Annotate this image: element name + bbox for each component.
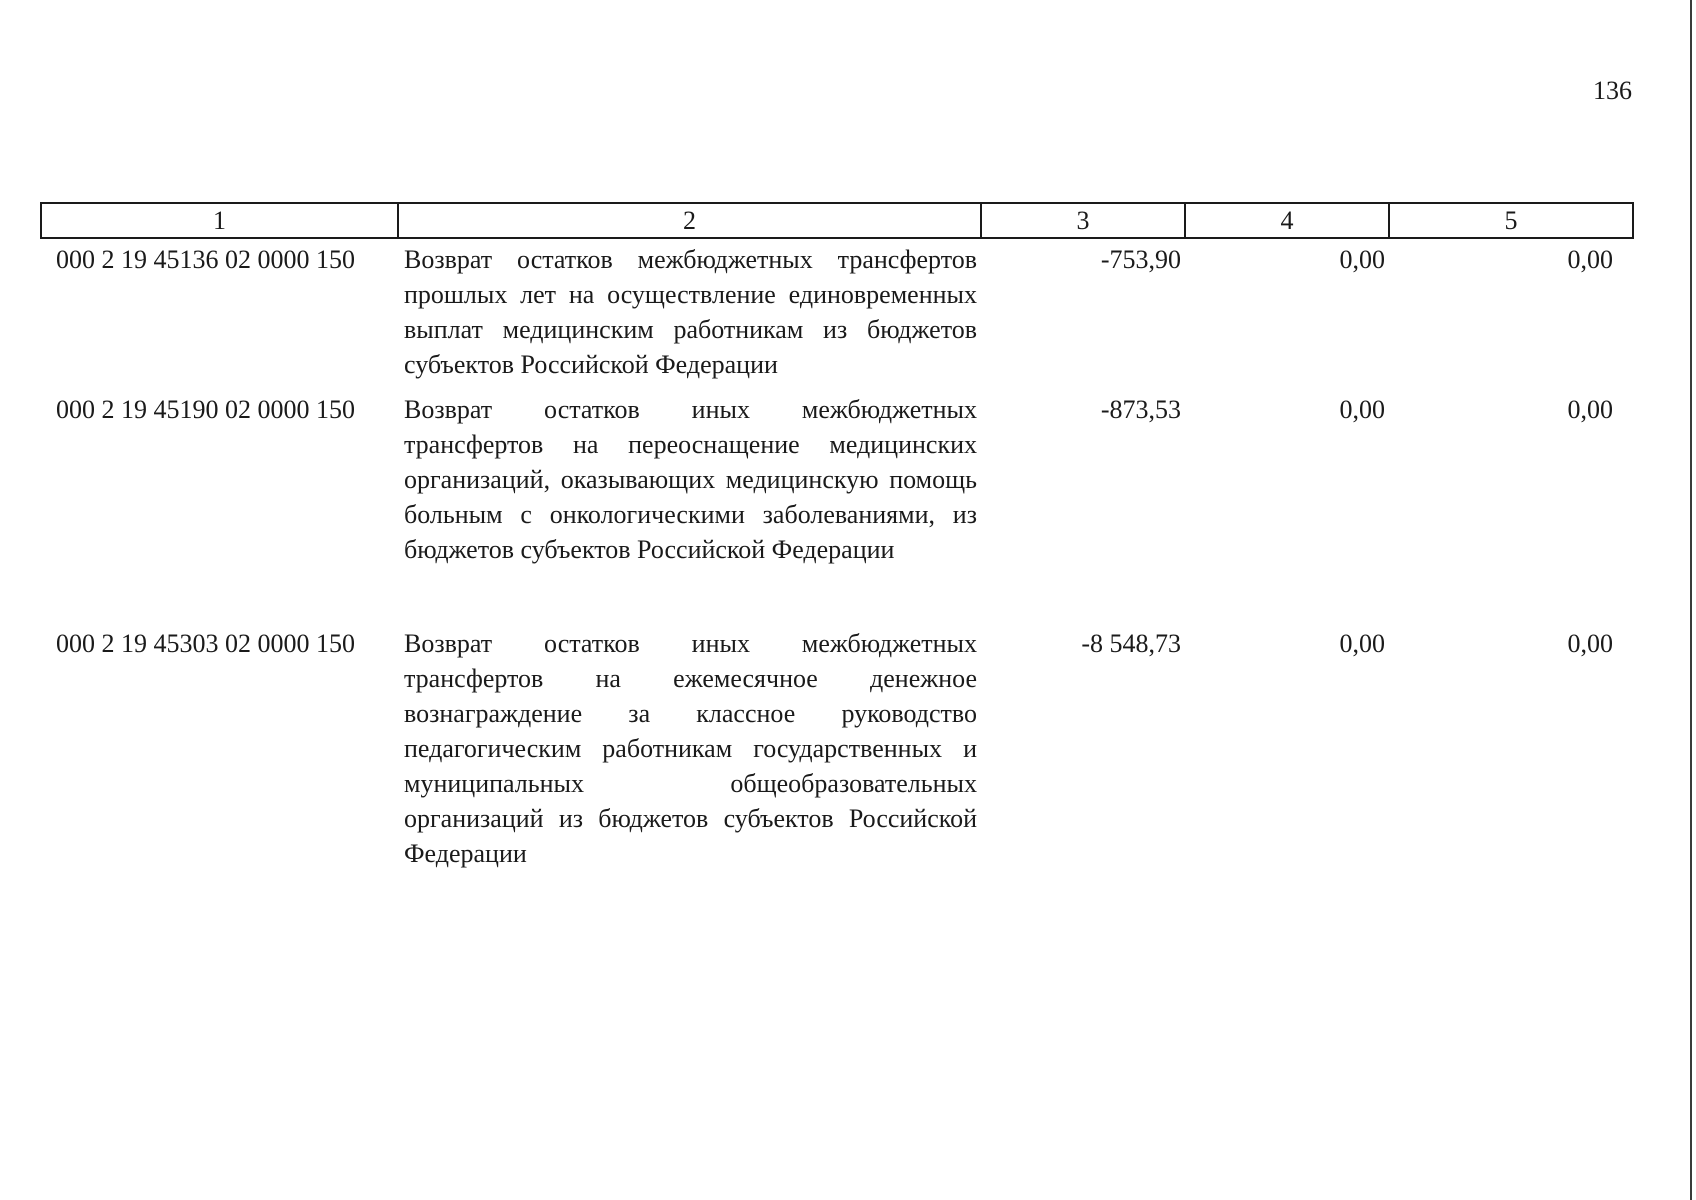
value-col4: 0,00 bbox=[1339, 245, 1385, 274]
table-header bbox=[41, 203, 1633, 238]
value-col5: 0,00 bbox=[1567, 629, 1613, 658]
value-col3: -873,53 bbox=[1100, 395, 1181, 424]
value-col3: -8 548,73 bbox=[1081, 629, 1181, 658]
value-col5: 0,00 bbox=[1567, 395, 1613, 424]
value-col4: 0,00 bbox=[1339, 629, 1385, 658]
table-row bbox=[41, 623, 1633, 871]
column-header-3: 3 bbox=[981, 203, 1185, 238]
value-col3: -753,90 bbox=[1100, 245, 1181, 274]
column-header-4: 4 bbox=[1185, 203, 1389, 238]
page-edge bbox=[1690, 0, 1692, 1200]
table-body bbox=[41, 238, 1633, 871]
page-number: 136 bbox=[1593, 76, 1632, 105]
table-row bbox=[41, 389, 1633, 623]
row-description: Возврат остатков межбюджетных трансфертов прошлых лет на осуществление единовременных выплат медицинским работникам из бюджетов субъектов Российской Федерации bbox=[404, 245, 977, 379]
value-col5: 0,00 bbox=[1567, 245, 1613, 274]
column-header-1: 1 bbox=[41, 203, 398, 238]
budget-table bbox=[40, 202, 1634, 871]
column-header-5: 5 bbox=[1389, 203, 1633, 238]
budget-code: 000 2 19 45303 02 0000 150 bbox=[56, 629, 355, 658]
budget-code: 000 2 19 45136 02 0000 150 bbox=[56, 245, 355, 274]
value-col4: 0,00 bbox=[1339, 395, 1385, 424]
header-row bbox=[41, 203, 1633, 238]
row-description: Возврат остатков иных межбюджетных трансфертов на ежемесячное денежное вознаграждение за классное руководство педагогическим работникам государственных и муниципальных общеобразовательных организаций из бюджетов субъектов Российской Федерации bbox=[404, 629, 977, 868]
column-header-2: 2 bbox=[398, 203, 981, 238]
table-row bbox=[41, 238, 1633, 389]
row-description: Возврат остатков иных межбюджетных трансфертов на переоснащение медицинских организаций, оказывающих медицинскую помощь больным с онкологическими заболеваниями, из бюджетов субъектов Российской Федерации bbox=[404, 395, 977, 564]
budget-code: 000 2 19 45190 02 0000 150 bbox=[56, 395, 355, 424]
